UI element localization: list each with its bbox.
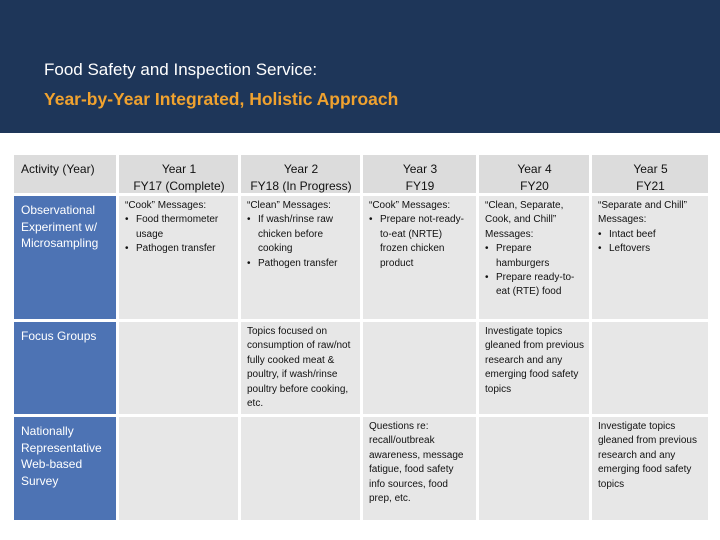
column-fiscal-year: FY20 [520, 178, 549, 193]
column-header-activity [14, 155, 116, 193]
column-header-year-4 [479, 155, 589, 193]
table-cell: Topics focused on consumption of raw/not fully cooked meat & poultry, if wash/rinse poultry before cooking, etc. [241, 322, 360, 414]
table-cell [119, 196, 238, 319]
cell-list [247, 213, 355, 271]
table-cell [592, 322, 708, 414]
page-subtitle: Year-by-Year Integrated, Holistic Approach [44, 89, 399, 109]
list-item: • Prepare ready-to-eat (RTE) food [485, 271, 584, 300]
column-header-label: Activity (Year) [21, 162, 95, 176]
table-cell [479, 196, 589, 319]
table-cell [241, 196, 360, 319]
column-header-year-2 [241, 155, 360, 193]
list-item: • Prepare not-ready-to-eat (NRTE) frozen chicken product [369, 213, 471, 271]
list-item: • Pathogen transfer [125, 242, 233, 256]
column-year: Year 5 [633, 162, 668, 176]
cell-list [485, 242, 584, 300]
title-banner [0, 0, 720, 133]
cell-list [369, 213, 471, 271]
column-fiscal-year: FY17 (Complete) [133, 178, 225, 193]
list-item: • Pathogen transfer [247, 257, 355, 271]
table-cell: Investigate topics gleaned from previous research and any emerging food safety topics [479, 322, 589, 414]
table-cell [363, 322, 476, 414]
row-label-focus-groups: Focus Groups [14, 322, 116, 414]
column-header-year-1 [119, 155, 238, 193]
list-item: • Prepare hamburgers [485, 242, 584, 271]
column-year: Year 1 [161, 162, 197, 176]
table-cell [119, 417, 238, 520]
table-cell [592, 196, 708, 319]
row-label-observational-experiment: Observational Experiment w/ Microsampling [14, 196, 116, 319]
list-item: • Leftovers [598, 242, 703, 256]
table-cell [363, 196, 476, 319]
list-item: • If wash/rinse raw chicken before cooking [247, 213, 355, 256]
row-label-web-survey: Nationally Representative Web-based Survey [14, 417, 116, 520]
table-cell [479, 417, 589, 520]
column-header-year-3 [363, 155, 476, 193]
cell-title: “Separate and Chill” Messages: [598, 200, 687, 226]
table-cell [241, 417, 360, 520]
column-header-year-5 [592, 155, 708, 193]
table-cell: Questions re: recall/outbreak awareness, message fatigue, food safety info sources, food prep, etc. [363, 417, 476, 520]
column-year: Year 4 [517, 162, 552, 176]
table-cell: Investigate topics gleaned from previous research and any emerging food safety topics [592, 417, 708, 520]
page-title: Food Safety and Inspection Service: [44, 60, 318, 79]
list-item: • Food thermometer usage [125, 213, 233, 242]
cell-title: “Cook” Messages: [369, 200, 451, 211]
column-year: Year 3 [402, 162, 438, 176]
cell-list [125, 213, 233, 256]
cell-title: “Clean, Separate, Cook, and Chill” Messages: [485, 200, 564, 240]
column-fiscal-year: FY21 [636, 178, 665, 193]
cell-title: “Clean” Messages: [247, 200, 331, 211]
column-year: Year 2 [283, 162, 319, 176]
column-fiscal-year: FY18 (In Progress) [250, 178, 352, 193]
cell-list [598, 228, 703, 257]
column-fiscal-year: FY19 [405, 178, 435, 193]
schedule-table [14, 155, 707, 510]
list-item: • Intact beef [598, 228, 703, 242]
cell-title: “Cook” Messages: [125, 200, 207, 211]
table-cell [119, 322, 238, 414]
